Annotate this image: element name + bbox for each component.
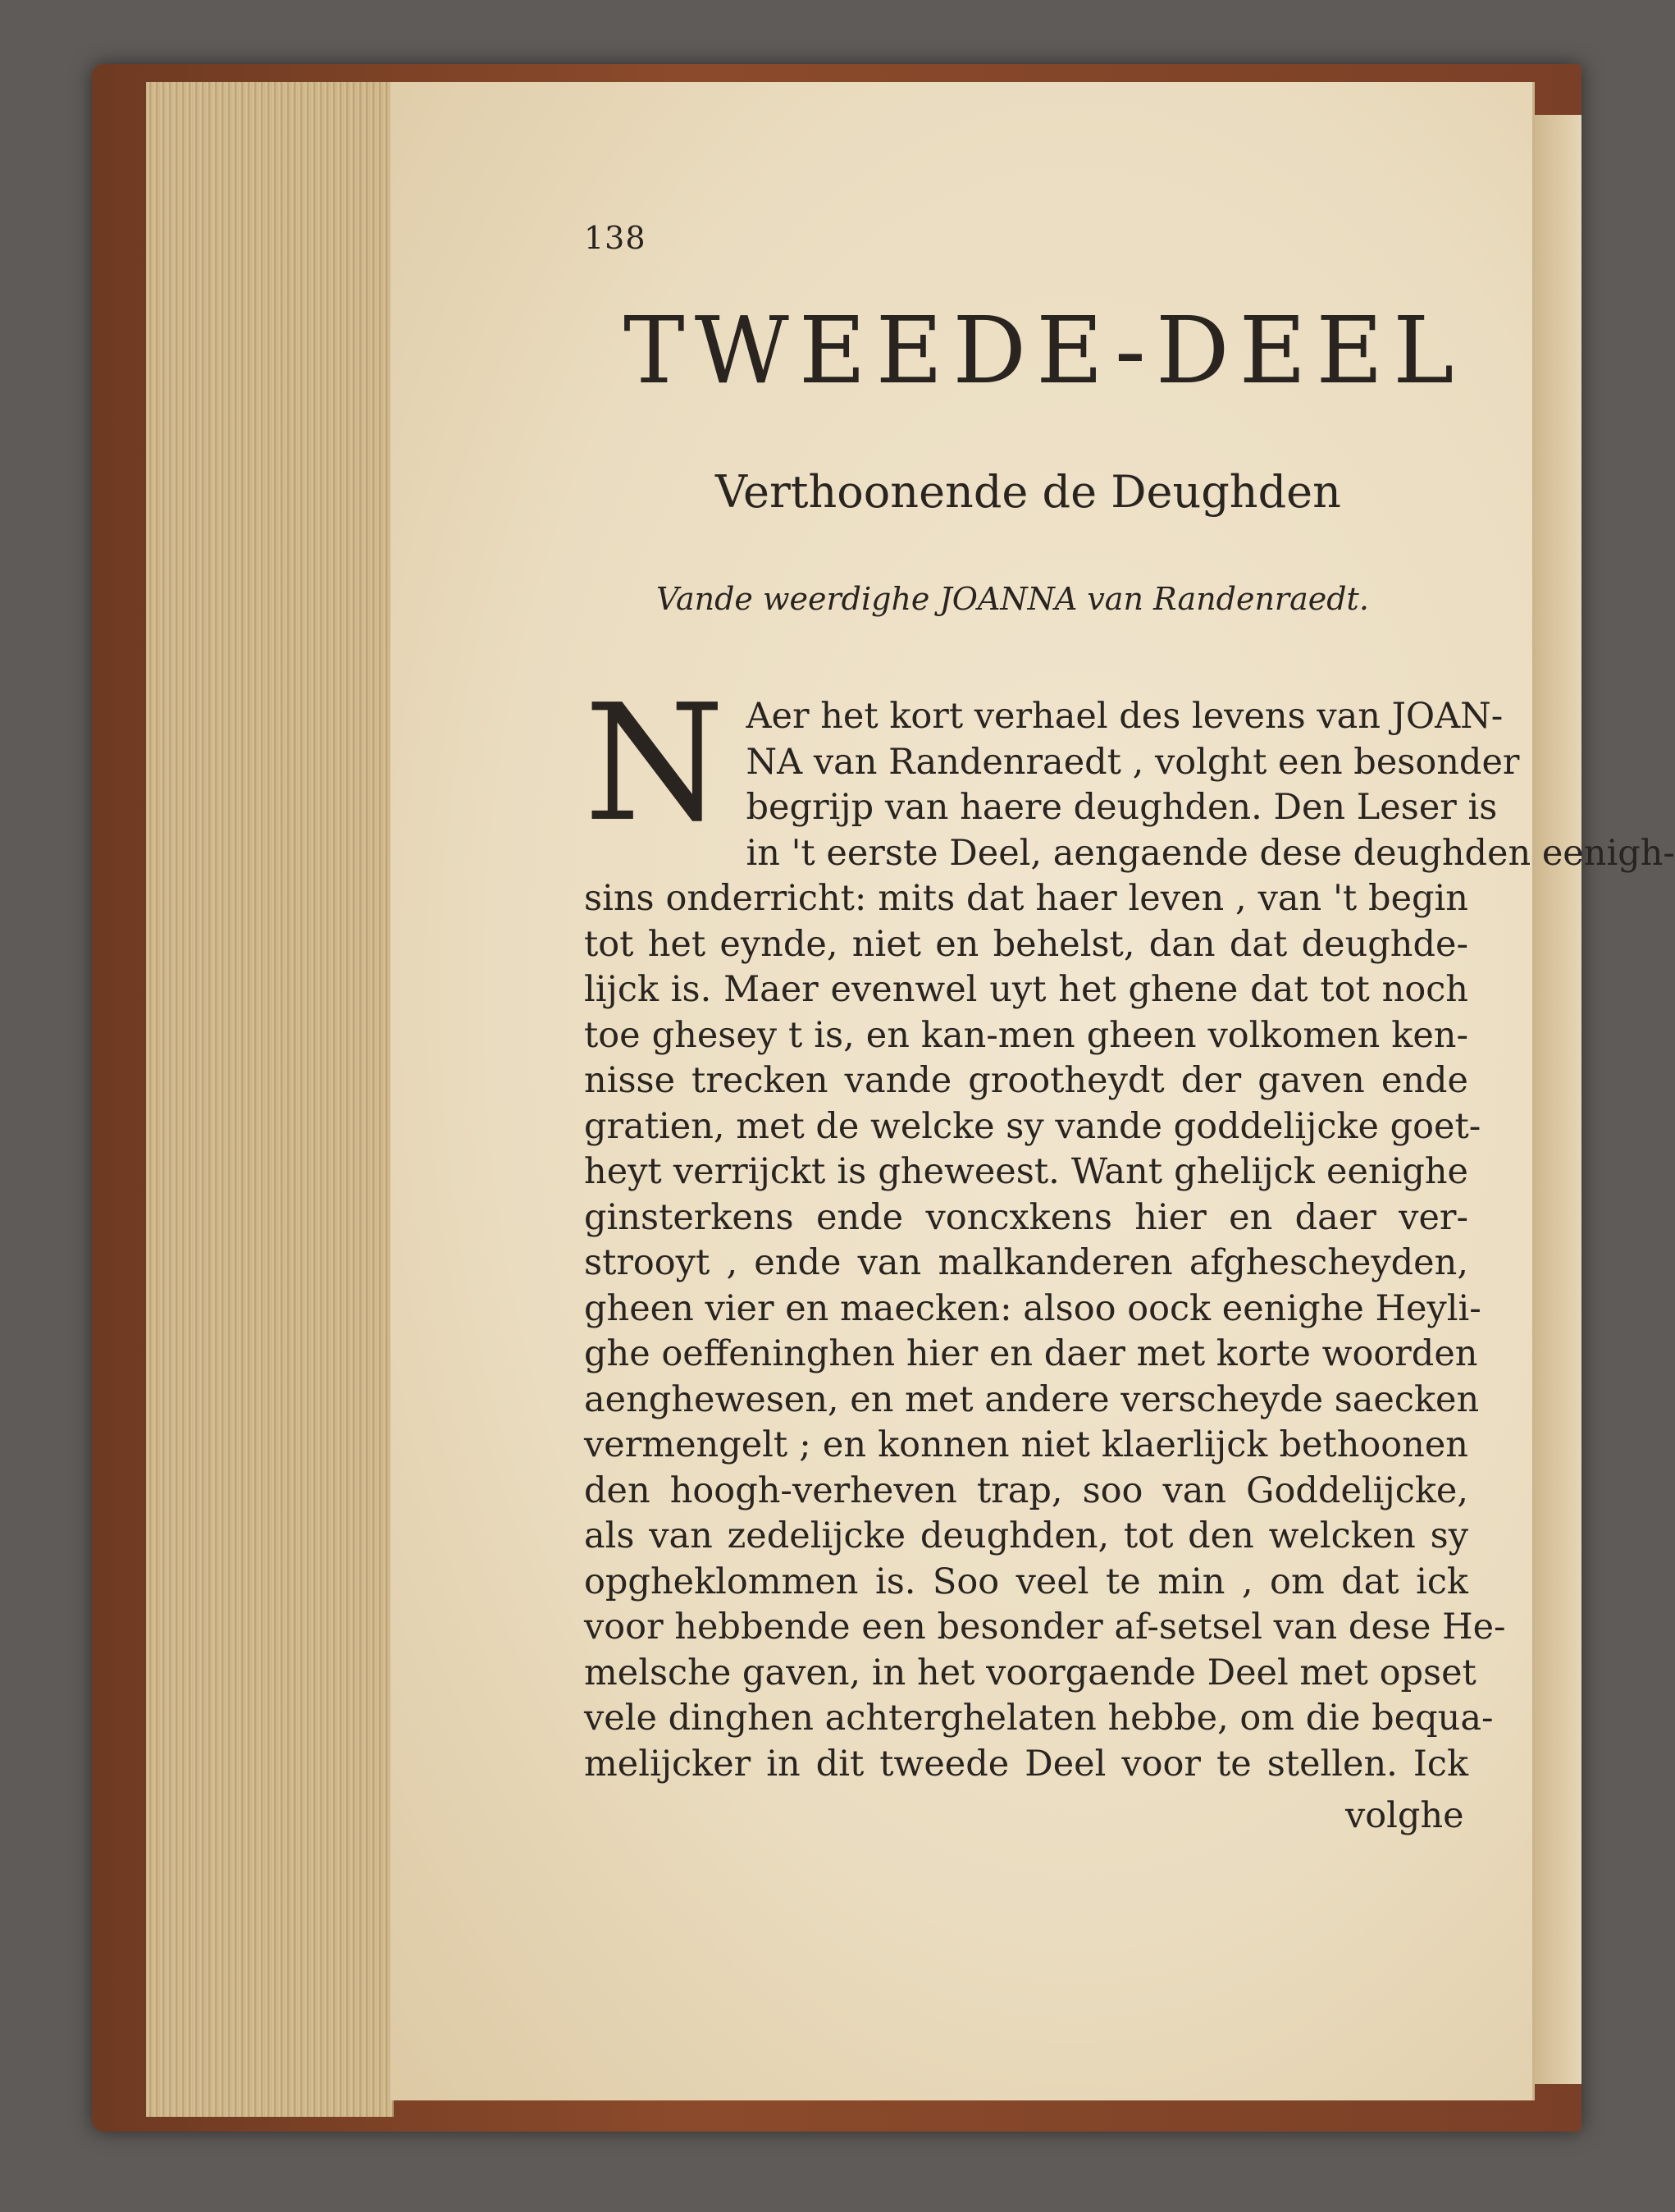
- body-line: voor hebbende een besonder af-setsel van dese He-: [584, 1606, 1506, 1648]
- page-number: 138: [584, 220, 646, 256]
- body-line: melsche gaven, in het voorgaende Deel met opset: [584, 1652, 1476, 1693]
- body-line: strooyt , ende van malkanderen afghescheyden,: [584, 1242, 1468, 1283]
- body-line: aenghewesen, en met andere verscheyde saecken: [584, 1378, 1480, 1420]
- body-line: Aer het kort verhael des levens van JOAN-: [746, 696, 1504, 737]
- body-line: in 't eerste Deel, aengaende dese deughden eenigh-: [746, 832, 1675, 874]
- body-line: opgheklommen is. Soo veel te min , om dat ick: [584, 1561, 1468, 1602]
- body-line: vele dinghen achterghelaten hebbe, om die bequa-: [584, 1698, 1494, 1739]
- body-line: tot het eynde, niet en behelst, dan dat deughde-: [584, 923, 1468, 965]
- body-line: NA van Randenraedt , volght een besonder: [746, 741, 1520, 783]
- facing-page-edge: [1532, 115, 1581, 2084]
- chapter-title: TWEEDE-DEEL: [623, 298, 1464, 404]
- drop-cap: N: [584, 670, 725, 857]
- body-line: sins onderricht: mits dat haer leven , van 't begin: [584, 878, 1468, 919]
- body-line: heyt verrijckt is gheweest. Want ghelijck eenighe: [584, 1151, 1468, 1192]
- chapter-subject: Vande weerdighe JOANNA van Randenraedt.: [656, 581, 1369, 617]
- page-block-edges: [146, 82, 394, 2117]
- body-line: den hoogh-verheven trap, soo van Goddelijcke,: [584, 1469, 1468, 1511]
- body-line: gheen vier en maecken: alsoo oock eenighe Heyli-: [584, 1287, 1481, 1329]
- body-text: [584, 670, 1675, 1787]
- catchword: volghe: [1345, 1795, 1464, 1836]
- chapter-subtitle: Verthoonende de Deughden: [715, 466, 1341, 518]
- body-line: begrijp van haere deughden. Den Leser is: [746, 787, 1498, 828]
- body-line: lijck is. Maer evenwel uyt het ghene dat tot noch: [584, 969, 1468, 1010]
- body-line: ginsterkens ende voncxkens hier en daer ver-: [584, 1196, 1468, 1238]
- body-line: vermengelt ; en konnen niet klaerlijck bethoonen: [584, 1424, 1468, 1465]
- body-line: gratien, met de welcke sy vande goddelijcke goet-: [584, 1105, 1481, 1147]
- body-line: toe ghesey t is, en kan-men gheen volkomen ken-: [584, 1014, 1468, 1056]
- body-line: nisse trecken vande grootheydt der gaven ende: [584, 1060, 1468, 1101]
- body-line: melijcker in dit tweede Deel voor te stellen. Ick: [584, 1743, 1468, 1785]
- body-line: als van zedelijcke deughden, tot den welcken sy: [584, 1515, 1468, 1556]
- body-line: ghe oeffeninghen hier en daer met korte woorden: [584, 1333, 1478, 1374]
